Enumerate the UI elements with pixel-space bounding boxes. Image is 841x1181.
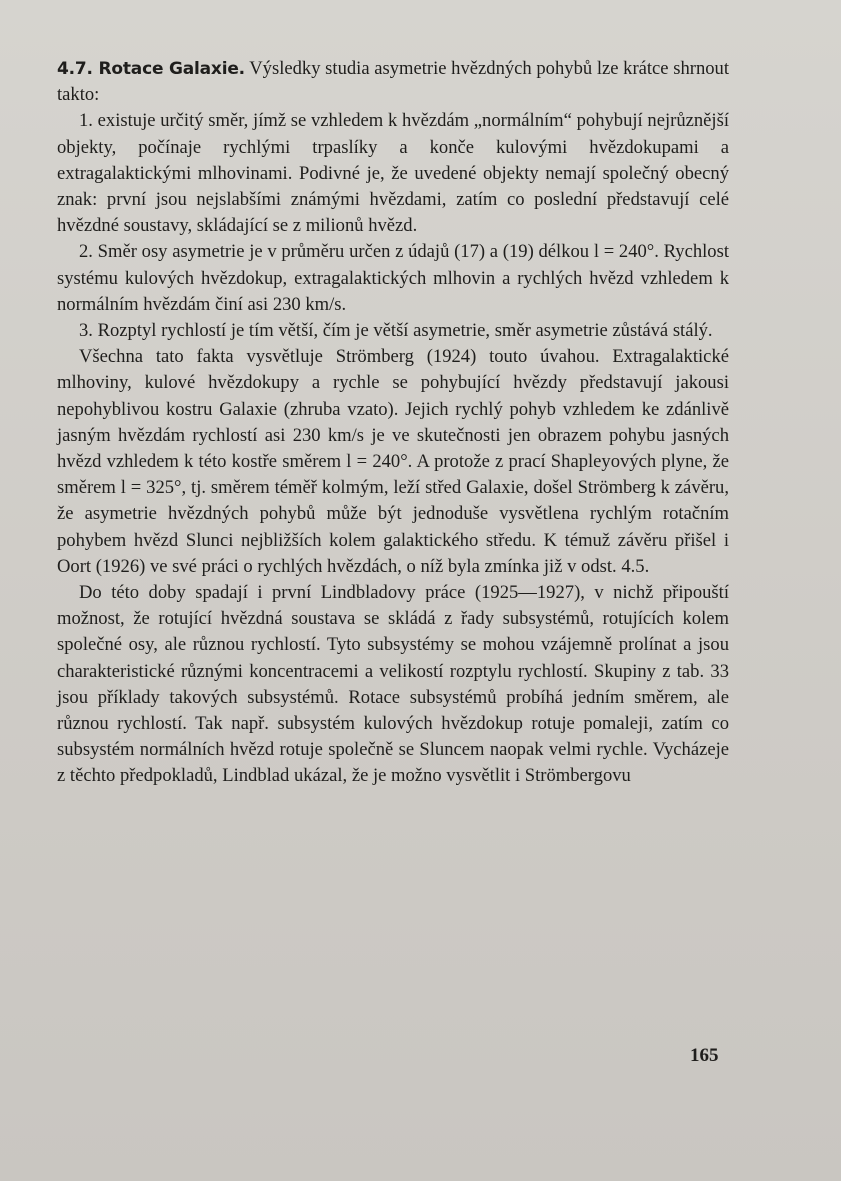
page-number: 165: [690, 1045, 719, 1066]
paragraph-lindblad: Do této doby spadají i první Lindbladovy práce (1925—1927), v nichž připouští možnost, že rotující hvězdná soustava se skládá z řady subsystémů, rotujících kolem společné osy, ale různou rychlostí. Tyto subsystémy se mohou vzájemně prolínat a jsou charakteristické různými koncentracemi a velikostí rozptylu rychlostí. Skupiny z tab. 33 jsou příklady takových subsystémů. Rotace subsystémů probíhá jedním směrem, ale různou rychlostí. Tak např. subsystém kulových hvězdokup rotuje pomaleji, zatím co subsystém normálních hvězd rotuje společně se Sluncem naopak velmi rychle. Vycházeje z těchto předpokladů, Lindblad ukázal, že je možno vysvětlit i Strömbergovu: [57, 582, 729, 787]
point-1: 1. existuje určitý směr, jímž se vzhledem k hvězdám „normálním“ pohybují nejrůznější objekty, počínaje rychlými trpaslíky a konče kulovými hvězdokupami a extragalaktickými mlhovinami. Podivné je, že uvedené objekty nemají společný obecný znak: první jsou nejslabšími známými hvězdami, zatím co poslední představují celé hvězdné soustavy, skládající se z milionů hvězd.: [57, 110, 729, 237]
point-2: 2. Směr osy asymetrie je v průměru určen z údajů (17) a (19) délkou l = 240°. Rychlost systému kulových hvězdokup, extragalaktických mlhovin a rychlých hvězd vzhledem k normálním hvězdám činí asi 230 km/s.: [57, 241, 729, 315]
section-heading: 4.7. Rotace Galaxie.: [57, 59, 245, 79]
section-intro: [57, 56, 729, 108]
intro-text: Výsledky studia asymetrie hvězdných pohybů lze krátce shrnout takto:: [57, 58, 730, 106]
paragraph-stromberg: Všechna tato fakta vysvětluje Strömberg (1924) touto úvahou. Extragalaktické mlhoviny, kulové hvězdokupy a rychle se pohybující hvězdy představují jakousi nepohyblivou kostru Galaxie (zhruba vzato). Jejich rychlý pohyb vzhledem ke zdánlivě jasným hvězdám rychlostí asi 230 km/s je ve skutečnosti jen obrazem pohybu jasných hvězd vzhledem k této kostře směrem l = 240°. A protože z prací Shapleyových plyne, že směrem l = 325°, tj. směrem téměř kolmým, leží střed Galaxie, došel Strömberg k závěru, že asymetrie hvězdných pohybů může být jednoduše vysvětlena rychlým rotačním pohybem hvězd Slunci nejbližších kolem galaktického středu. K témuž závěru přišel i Oort (1926) ve své práci o rychlých hvězdách, o níž byla zmínka již v odst. 4.5.: [57, 346, 729, 577]
body-text: [57, 56, 729, 790]
point-3: 3. Rozptyl rychlostí je tím větší, čím je větší asymetrie, směr asymetrie zůstává stálý.: [79, 320, 713, 342]
